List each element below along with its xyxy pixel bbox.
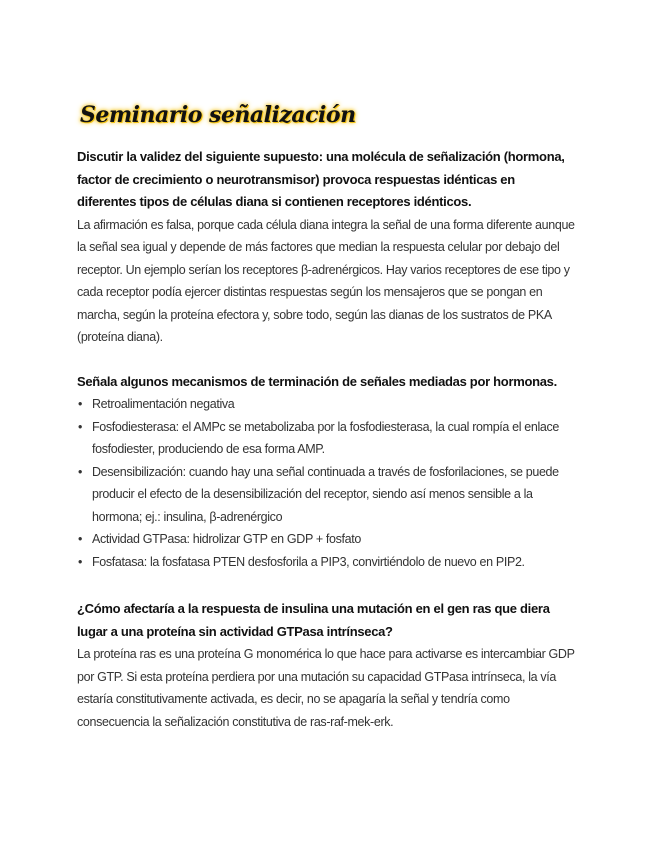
question-3: ¿Cómo afectaría a la respuesta de insulina una mutación en el gen ras que diera lugar a una proteína sin actividad GTPasa intrínseca? xyxy=(77,601,550,639)
title-block xyxy=(80,100,356,130)
question-2: Señala algunos mecanismos de terminación de señales mediadas por hormonas. xyxy=(77,373,557,389)
list-item xyxy=(77,393,577,416)
answer-3: La proteína ras es una proteína G monomérica lo que hace para activarse es intercambiar GDP por GTP. Si esta proteína perdiera por una mutación su capacidad GTPasa intrínseca, la vía estaría constitutivamente activada, es decir, no se apagaría la señal y tendría como consecuencia la señalización constitutiva de ras-raf-mek-erk. xyxy=(77,647,575,729)
mechanism-list xyxy=(77,393,577,573)
spacer xyxy=(77,573,577,598)
spacer xyxy=(77,349,577,371)
bullet-icon: • xyxy=(78,554,83,569)
page-title: Seminario señalización xyxy=(80,102,356,128)
section-termination-mechanisms xyxy=(77,371,577,574)
bullet-icon: • xyxy=(78,397,83,411)
question-1: Discutir la validez del siguiente supuesto: una molécula de señalización (hormona, factor de crecimiento o neurotransmisor) provoca respuestas idénticas en diferentes tipos de células diana si contienen receptores idénticos. xyxy=(77,149,565,209)
list-item-text: Retroalimentación negativa xyxy=(92,397,235,411)
document-body xyxy=(77,146,577,733)
answer-1: La afirmación es falsa, porque cada célula diana integra la señal de una forma diferente aunque la señal sea igual y depende de más factores que median la respuesta celular por debajo del receptor. Un ejemplo serían los receptores β-adrenérgicos. Hay varios receptores de ese tipo y cada receptor podía ejercer distintas respuestas según los mensajeros que se pongan en marcha, según la proteína efectora y, sobre todo, según las dianas de los sustratos de PKA (proteína diana). xyxy=(77,217,575,344)
list-item-text: Actividad GTPasa: hidrolizar GTP en GDP + fosfato xyxy=(92,532,361,546)
list-item xyxy=(77,461,577,529)
list-item-text: Desensibilización: cuando hay una señal continuada a través de fosforilaciones, se puede producir el efecto de la desensibilización del receptor, siendo así menos sensible a la hormona; ej.: insulina, β-adrenérgico xyxy=(92,464,559,524)
list-item xyxy=(77,416,577,461)
section-ras-mutation xyxy=(77,598,577,733)
list-item xyxy=(77,551,577,574)
list-item-text: Fosfodiesterasa: el AMPc se metabolizaba por la fosfodiesterasa, la cual rompía el enlace fosfodiester, produciendo de esa forma AMP. xyxy=(92,419,560,456)
list-item-text: Fosfatasa: la fosfatasa PTEN desfosforila a PIP3, convirtiéndolo de nuevo en PIP2. xyxy=(92,554,525,569)
bullet-icon: • xyxy=(78,532,83,546)
list-item xyxy=(77,528,577,551)
bullet-icon: • xyxy=(78,464,83,479)
section-receptor-question xyxy=(77,146,577,349)
bullet-icon: • xyxy=(78,419,83,434)
